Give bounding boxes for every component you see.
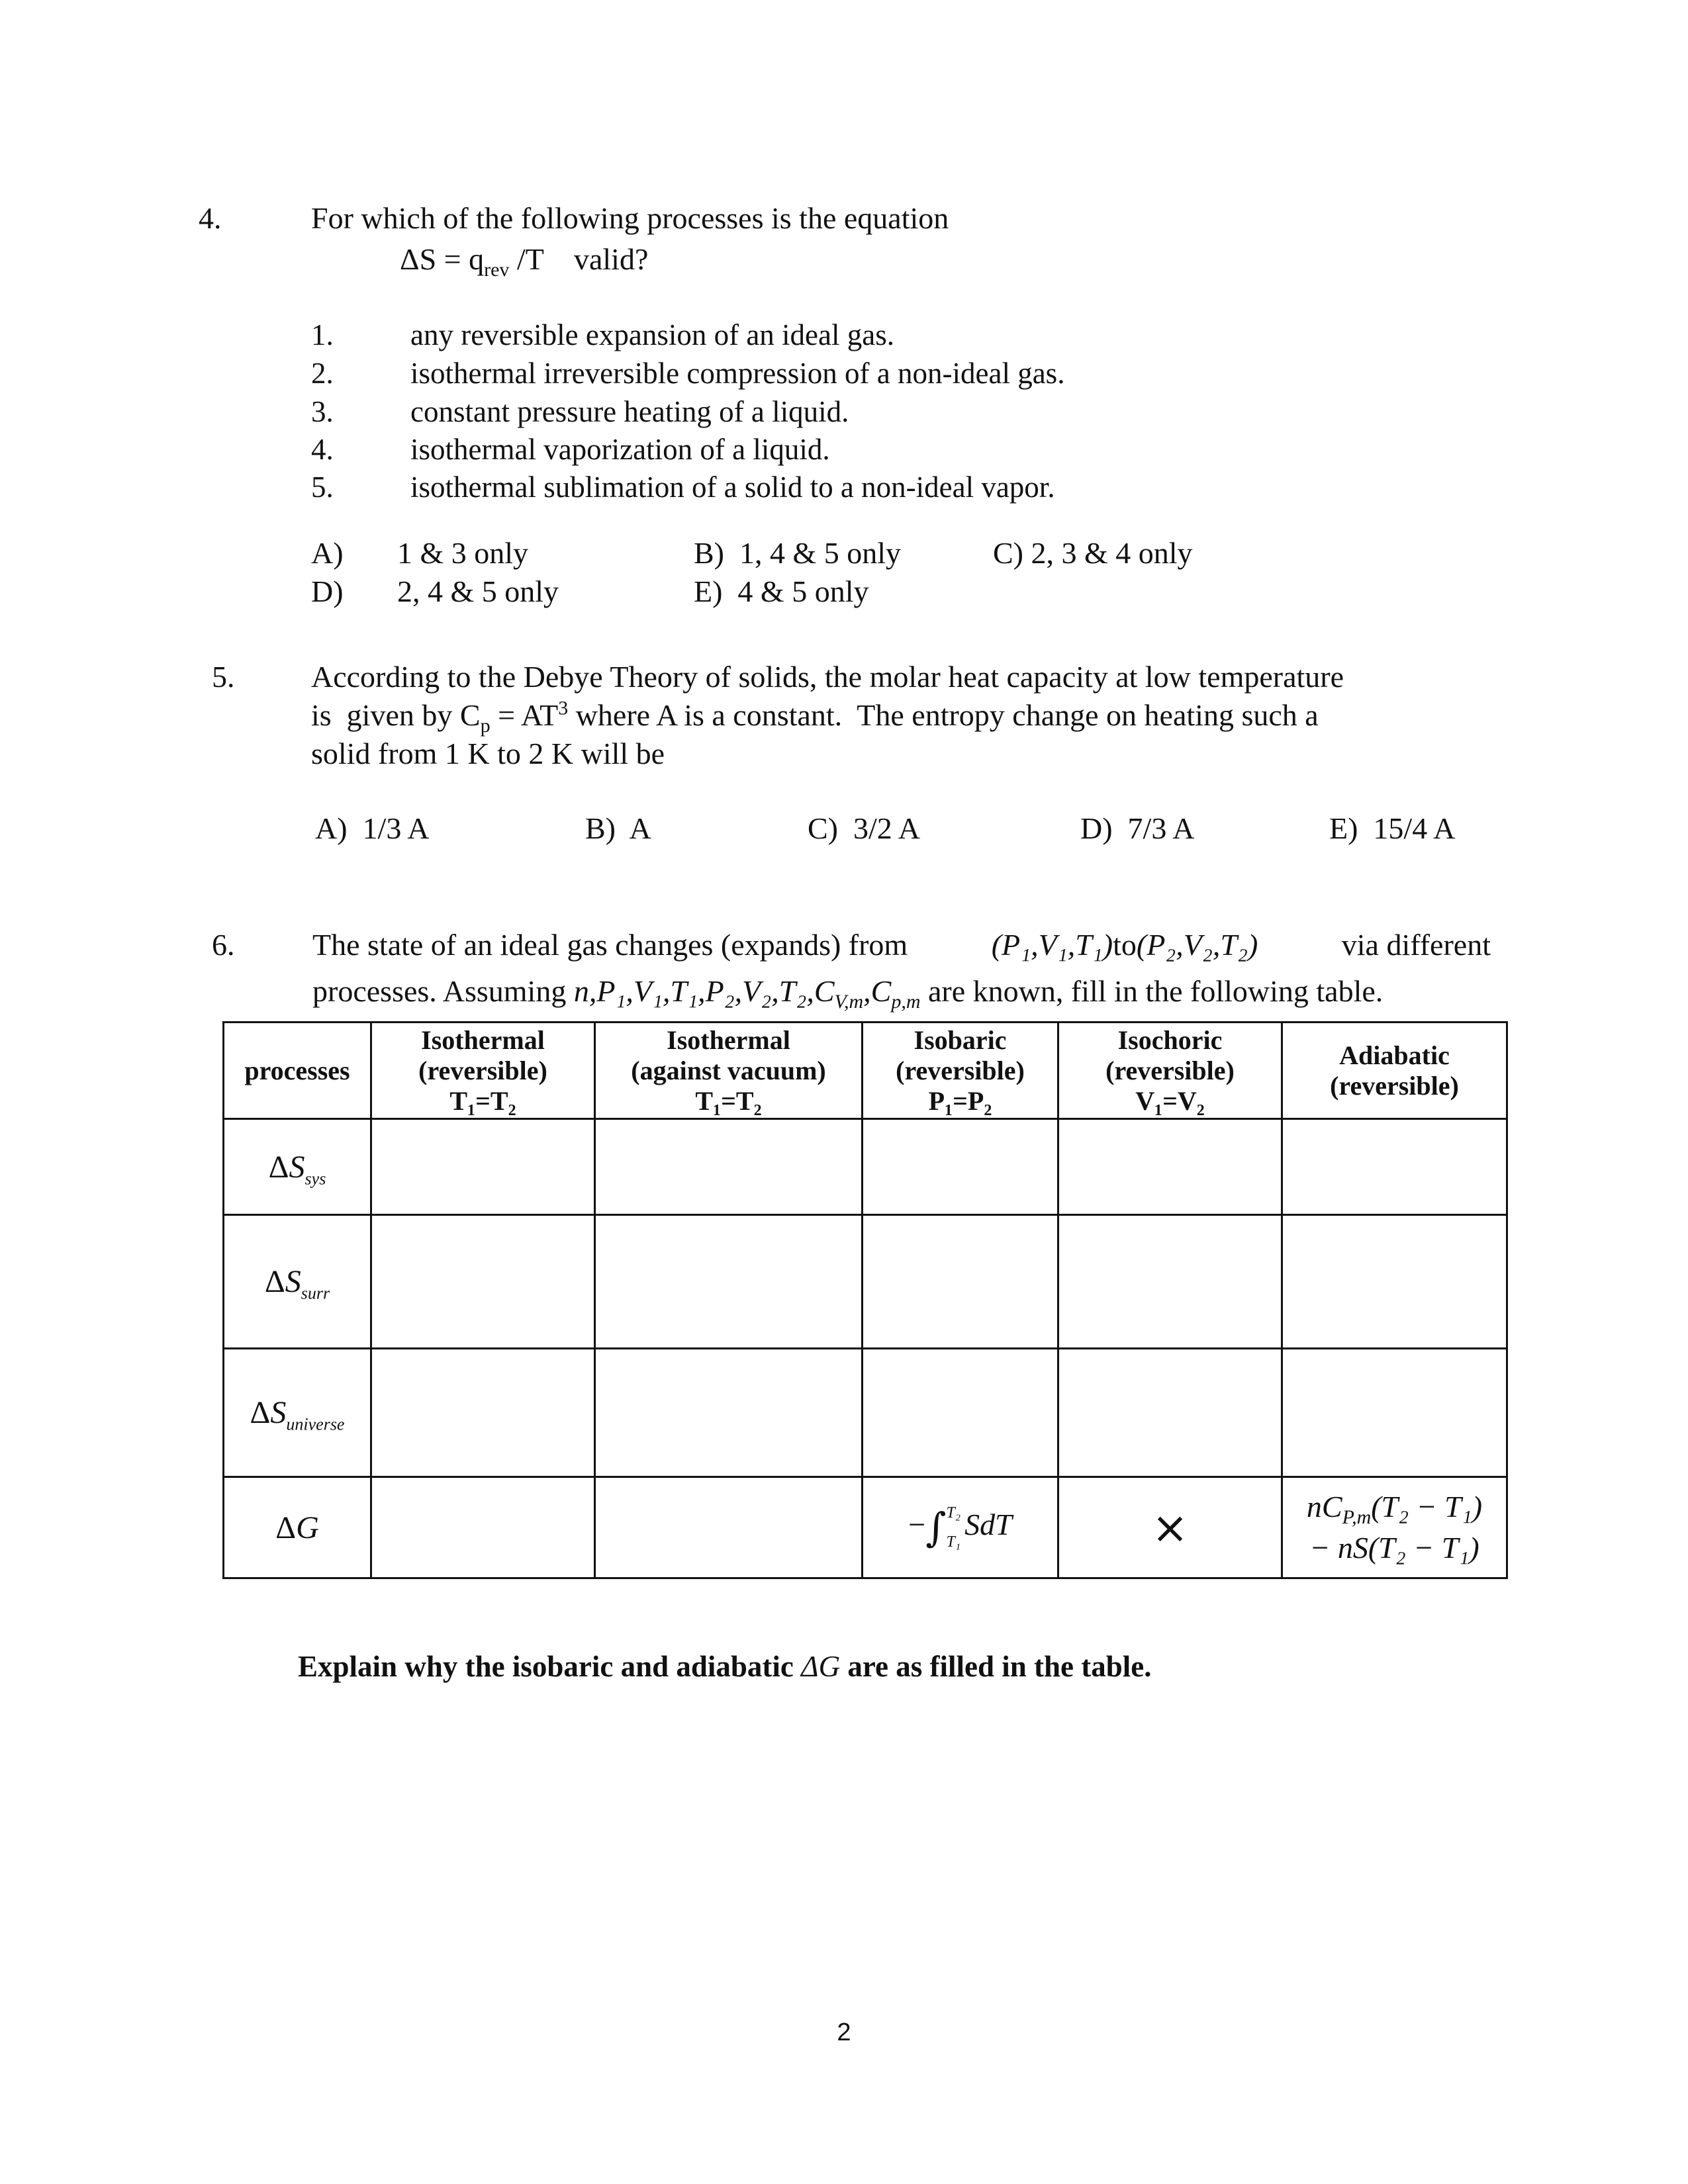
table-row — [224, 1349, 1507, 1477]
choice-b: B) 1, 4 & 5 only — [694, 536, 902, 570]
list-item-number: 2. — [311, 357, 334, 390]
choice-a-label: A) — [311, 536, 344, 570]
isobaric-dG-cell — [863, 1477, 1058, 1578]
header-isothermal-vacuum: Isothermal (against vacuum) T₁=T₂ — [595, 1023, 863, 1119]
table-corner: processes — [224, 1023, 371, 1119]
q5-line1: According to the Debye Theory of solids, the molar heat capacity at low temperature — [311, 660, 1344, 694]
q4-prompt: For which of the following processes is the equation — [311, 201, 949, 235]
choice-c: C) 3/2 A — [808, 811, 920, 845]
isobaric-dG-formula: −∫ T₂ T₁ SdT — [908, 1504, 1012, 1551]
q5-line3: solid from 1 K to 2 K will be — [311, 737, 665, 770]
entropy-table — [222, 1021, 1508, 1579]
choice-d: D) 7/3 A — [1080, 811, 1195, 845]
list-item: constant pressure heating of a liquid. — [410, 395, 849, 428]
choice-c: C) 2, 3 & 4 only — [993, 536, 1193, 570]
cross-icon: × — [1151, 1502, 1189, 1553]
list-item-number: 5. — [311, 471, 334, 504]
q6-line2: processes. Assuming $n,P_1,V_1,T_1,P_2,V_2,T_2,C_{V,m},C_{p,m}$ are known, fill in the following table. — [312, 974, 1383, 1013]
list-item: any reversible expansion of an ideal gas. — [410, 318, 894, 351]
answer-cell[interactable] — [1282, 1119, 1507, 1215]
explain-prompt: Explain why the isobaric and adiabatic ΔG are as filled in the table. — [298, 1650, 1152, 1683]
answer-cell[interactable] — [371, 1215, 595, 1349]
answer-cell[interactable] — [1058, 1349, 1282, 1477]
q4-number: 4. — [199, 201, 222, 235]
q5-line2: is given by $C_p = AT^3$ where A is a constant. The entropy change on heating such a — [311, 697, 1319, 737]
row-label-dS-universe: $\Delta S_{universe}$ — [224, 1349, 371, 1477]
answer-cell[interactable] — [595, 1215, 863, 1349]
list-item-number: 1. — [311, 318, 334, 351]
row-label-dS-surr: $\Delta S_{surr}$ — [224, 1215, 371, 1349]
header-adiabatic: Adiabatic (reversible) — [1282, 1023, 1507, 1119]
answer-cell[interactable] — [595, 1119, 863, 1215]
answer-cell[interactable] — [863, 1215, 1058, 1349]
q6-line1: The state of an ideal gas changes (expands) from (P₁,V₁,T₁)to(P₂,V₂,T₂) via different — [312, 928, 1491, 962]
choice-b: B) A — [585, 811, 651, 845]
answer-cell[interactable] — [863, 1119, 1058, 1215]
adiabatic-dG-formula: $nC_{P,m}(T_2 - T_1)$ − nS(T₂ − T₁) — [1306, 1490, 1483, 1565]
choice-a: A) 1/3 A — [315, 811, 430, 845]
q4-equation: $\Delta S = q_{rev}$ /T valid? — [400, 242, 649, 281]
answer-cell[interactable] — [1058, 1215, 1282, 1349]
table-row — [224, 1119, 1507, 1215]
row-label-dS-sys: $\Delta S_{sys}$ — [224, 1119, 371, 1215]
table-row — [224, 1477, 1507, 1578]
row-label-dG: ΔG — [224, 1477, 371, 1578]
q5-number: 5. — [212, 660, 235, 694]
header-isothermal-reversible: Isothermal (reversible) T₁=T₂ — [371, 1023, 595, 1119]
header-isochoric: Isochoric (reversible) V₁=V₂ — [1058, 1023, 1282, 1119]
answer-cell[interactable] — [863, 1349, 1058, 1477]
answer-cell[interactable] — [1058, 1119, 1282, 1215]
answer-cell[interactable] — [371, 1477, 595, 1578]
answer-cell[interactable] — [1282, 1215, 1507, 1349]
header-isobaric: Isobaric (reversible) P₁=P₂ — [863, 1023, 1058, 1119]
choice-e: E) 15/4 A — [1329, 811, 1456, 845]
list-item-number: 4. — [311, 433, 334, 466]
q6-number: 6. — [212, 928, 235, 962]
choice-d: 2, 4 & 5 only — [397, 574, 559, 608]
answer-cell[interactable] — [595, 1349, 863, 1477]
answer-cell[interactable] — [371, 1119, 595, 1215]
isochoric-dG-cell — [1058, 1477, 1282, 1578]
adiabatic-dG-cell — [1282, 1477, 1507, 1578]
list-item: isothermal vaporization of a liquid. — [410, 433, 830, 466]
page-number: 2 — [837, 2019, 851, 2046]
table-header-row — [224, 1023, 1507, 1119]
choice-a: 1 & 3 only — [397, 536, 529, 570]
list-item: isothermal sublimation of a solid to a non-ideal vapor. — [410, 471, 1055, 504]
choice-d-label: D) — [311, 574, 344, 608]
answer-cell[interactable] — [371, 1349, 595, 1477]
table-row — [224, 1215, 1507, 1349]
choice-e: E) 4 & 5 only — [694, 574, 869, 608]
list-item-number: 3. — [311, 395, 334, 428]
list-item: isothermal irreversible compression of a non-ideal gas. — [410, 357, 1065, 390]
answer-cell[interactable] — [1282, 1349, 1507, 1477]
answer-cell[interactable] — [595, 1477, 863, 1578]
